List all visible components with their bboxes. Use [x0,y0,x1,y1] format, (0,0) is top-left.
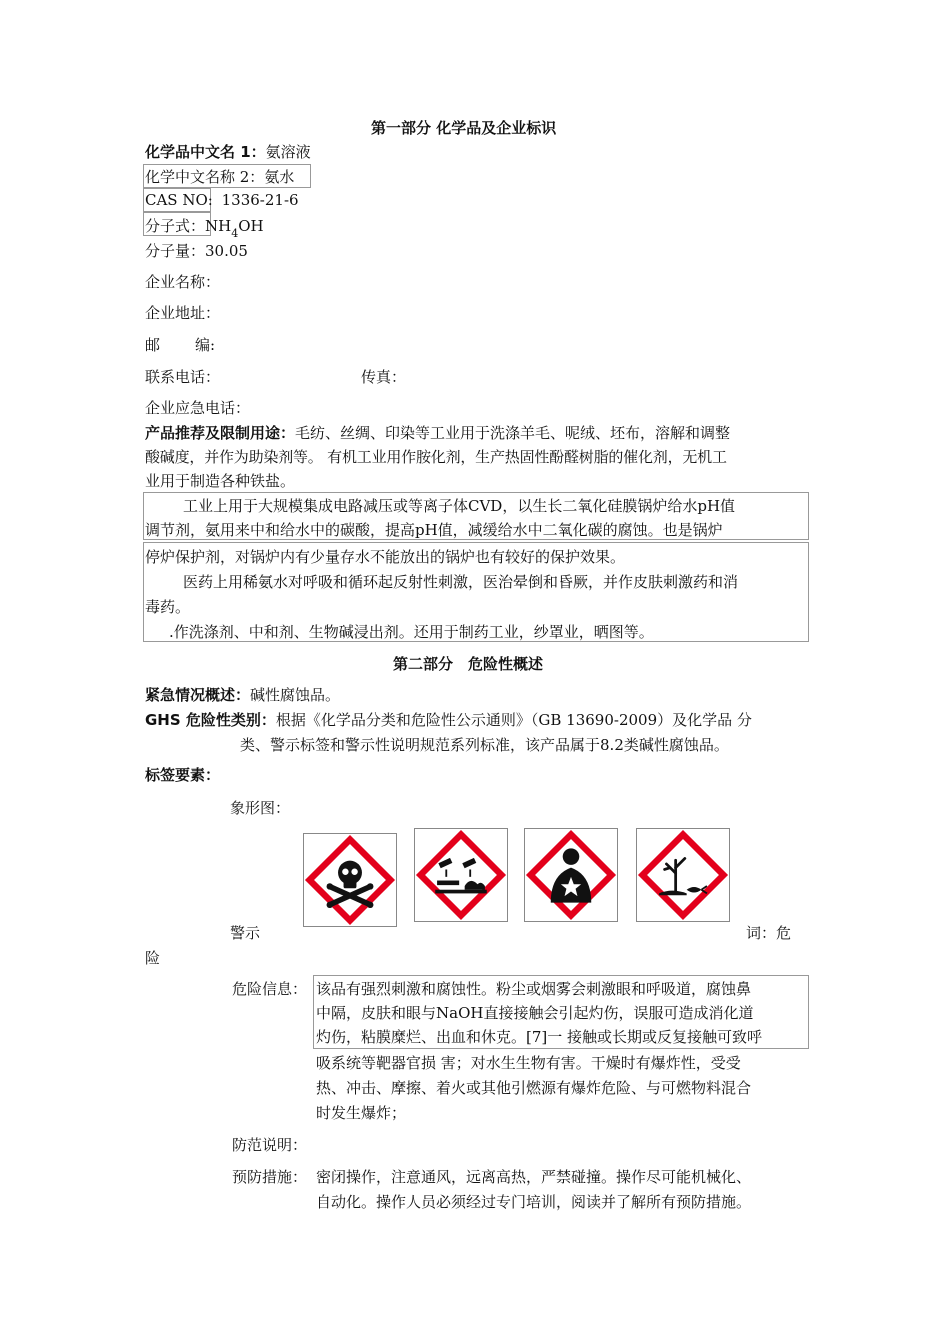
section2-title: 第二部分 危险性概述 [393,655,544,673]
phone-label: 联系电话： [145,368,221,386]
usage-line-2: 酸碱度，并作为助染剂等。 有机工业用作胺化剂，生产热固性酚醛树脂的催化剂，无机工 [145,448,727,466]
hazard-line-2: 中隔，皮肤和眼与NaOH直接接触会引起灼伤，误服可造成消化道 [316,1004,754,1022]
chem-name-2-label: 化学中文名称 2： [145,168,265,186]
chem-name-2 [145,166,294,187]
chem-name-1-label: 化学品中文名 1： [145,143,266,161]
hazard-line-4: 吸系统等靶器官损 害；对水生生物有害。干燥时有爆炸性，受受 [316,1054,741,1072]
emergency-overview-value: 碱性腐蚀品。 [250,686,341,704]
corrosion-icon [415,829,507,921]
ghs-classification [145,709,752,730]
pictogram-label: 象形图： [230,799,291,817]
fax-label: 传真： [361,368,407,386]
ghs-label: GHS 危险性类别： [145,711,276,729]
company-address-label: 企业地址： [145,304,221,322]
chem-name-1-value: 氨溶液 [265,143,311,161]
signal-word-label-b: 词：危 [746,924,792,942]
pictogram-corrosion [414,828,508,922]
emergency-overview-label: 紧急情况概述： [145,686,251,704]
environment-icon [637,829,729,921]
hazard-line-5: 热、冲击、摩擦、着火或其他引燃源有爆炸危险、与可燃物料混合 [316,1079,752,1097]
precaution-label: 防范说明： [232,1136,308,1154]
prevention-line-2: 自动化。操作人员必须经过专门培训，阅读并了解所有预防措施。 [316,1193,752,1211]
usage-line-7: 医药上用稀氨水对呼吸和循环起反射性刺激，医治晕倒和昏厥，并作皮肤刺激药和消 [183,573,739,591]
usage-line-9: .作洗涤剂、中和剂、生物碱浸出剂。还用于制药工业，纱罩业，晒图等。 [169,623,654,641]
formula-sub: 4 [231,227,239,240]
signal-word-label-c: 险 [145,949,161,967]
emergency-phone-label: 企业应急电话： [145,399,251,417]
section1-title: 第一部分 化学品及企业标识 [371,119,557,137]
pictogram-health-hazard [524,828,618,922]
prevention-line-1: 密闭操作，注意通风，远离高热，严禁碰撞。操作尽可能机械化、 [316,1168,752,1186]
usage-line-8: 毒药。 [145,598,191,616]
emergency-overview [145,684,340,705]
health-hazard-icon [525,829,617,921]
usage-line-4: 工业上用于大规模集成电路减压或等离子体CVD，以生长二氧化硅膜锅炉给水pH值 [183,497,736,515]
mw-value: 30.05 [205,242,248,260]
cas-value: 1336-21-6 [221,191,299,209]
molecular-weight [145,240,248,261]
ghs-text-2: 类、警示标签和警示性说明规范系列标准，该产品属于8.2类碱性腐蚀品。 [240,736,729,754]
usage-text-1: 毛纺、丝绸、印染等工业用于洗涤羊毛、呢绒、坯布，溶解和调整 [295,424,731,442]
label-elements: 标签要素： [145,766,221,784]
hazard-line-3: 灼伤，粘膜糜烂、出血和休克。[7]一 接触或长期或反复接触可致呼 [316,1028,763,1046]
pictogram-skull [303,833,397,927]
usage-label: 产品推荐及限制用途： [145,424,296,442]
hazard-line-1: 该品有强烈刺激和腐蚀性。粉尘或烟雾会刺激眼和呼吸道，腐蚀鼻 [316,980,752,998]
usage-line-3: 业用于制造各种铁盐。 [145,472,296,490]
company-name-label: 企业名称： [145,273,221,291]
molecular-formula [145,215,264,240]
cas-label: CAS NO: [145,191,213,209]
usage-line-6: 停炉保护剂，对锅炉内有少量存水不能放出的锅炉也有较好的保护效果。 [145,548,626,566]
usage-line-1 [145,422,730,443]
ghs-text-1: 根据《化学品分类和危险性公示通则》（GB 13690-2009）及化学品 分 [275,711,752,729]
chem-name-1 [145,141,311,162]
prevention-label: 预防措施： [232,1168,308,1186]
cas-number [145,191,299,209]
mw-label: 分子量： [145,242,206,260]
postcode-label-b: 编: [195,336,216,354]
formula-main: NH [205,217,232,235]
postcode-label-a: 邮 [145,336,161,354]
usage-line-5: 调节剂，氨用来中和给水中的碳酸，提高pH值，减缓给水中二氧化碳的腐蚀。也是锅炉 [145,521,723,539]
chem-name-2-value: 氨水 [264,168,295,186]
hazard-line-6: 时发生爆炸； [316,1104,407,1122]
formula-tail: OH [238,217,264,235]
signal-word-label-a: 警示 [230,924,261,942]
hazard-info-label: 危险信息： [232,980,308,998]
pictogram-environment [636,828,730,922]
skull-crossbones-icon [304,834,396,926]
formula-label: 分子式： [145,217,206,235]
